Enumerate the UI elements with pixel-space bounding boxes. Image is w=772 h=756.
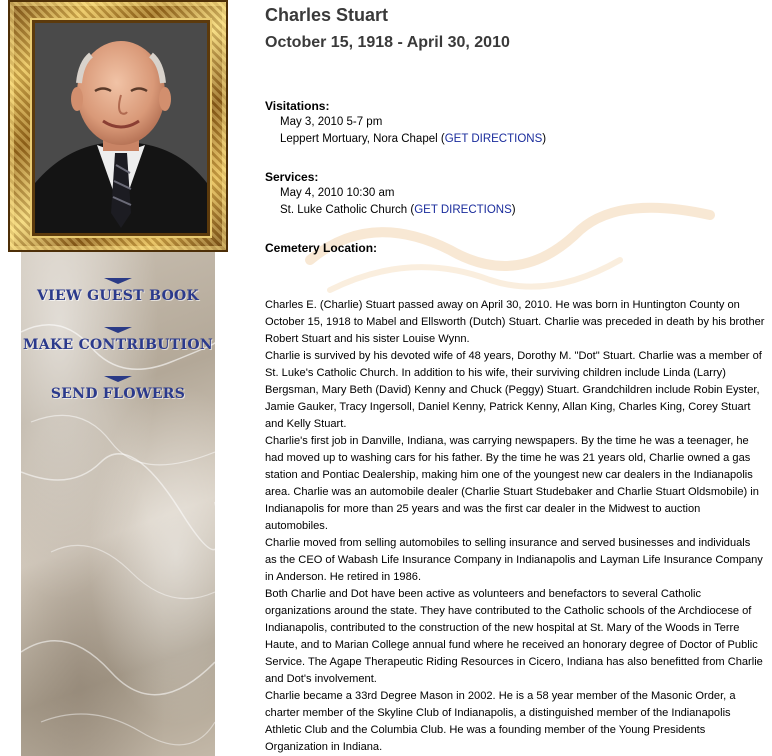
portrait-photo-area — [32, 20, 210, 236]
services-datetime: May 4, 2010 10:30 am — [280, 187, 395, 199]
life-dates: October 15, 1918 - April 30, 2010 — [265, 34, 510, 51]
bio-paragraph: Charlie became a 33rd Degree Mason in 2002. He is a 58 year member of the Masonic Order, a charter member of the Skyline Club of Indianapolis, a distinguished member of the Indianapolis Athletic Club and the Columbia Club. He was a founding member of the Young Presidents Organization in Indiana. — [265, 690, 736, 753]
view-guest-book-link[interactable] — [21, 278, 215, 304]
bio-paragraph: Charlie's first job in Danville, Indiana, was carrying newspapers. By the time he was a teenager, he had moved up to washing cars for his father. By the time he was 21 years old, Charlie owned a gas station and Pontiac Dealership, making him one of the youngest new car dealers in the Indianapolis area. Charlie was an automobile dealer (Charlie Stuart Studebaker and Charlie Stuart Oldsmobile) in Indianapolis for more than 25 years and was the first car dealer in the Midwest to auction automobiles. — [265, 435, 759, 532]
services-location-text: St. Luke Catholic Church ( — [280, 204, 415, 216]
visitations-directions-link[interactable]: GET DIRECTIONS — [444, 133, 543, 145]
services-heading: Services: — [265, 170, 319, 184]
services-location — [280, 204, 516, 216]
obituary-text — [265, 297, 765, 756]
cemetery-heading: Cemetery Location: — [265, 241, 378, 255]
sidebar-marble-panel — [21, 252, 215, 756]
view-guest-book-label: VIEW GUEST BOOK — [36, 288, 200, 304]
person-name: Charles Stuart — [265, 5, 389, 25]
bio-paragraph: Both Charlie and Dot have been active as volunteers and benefactors to several Catholic organizations around the state. They have contributed to the Catholic schools of the Archdiocese of Indianapolis, contributed to the construction of the new hospital at St. Mary of the Woods in Terre Haute, and to Marian College annual fund where he received an honorary degree of Doctor of Public Service. The Agape Therapeutic Riding Resources in Cicero, Indiana has also benefitted from Charlie and Dot's involvement. — [265, 588, 763, 685]
make-contribution-label: MAKE CONTRIBUTION — [23, 337, 213, 353]
make-contribution-link[interactable] — [21, 327, 215, 353]
portrait-photo — [35, 23, 207, 233]
services-paren: ) — [511, 204, 516, 216]
send-flowers-link[interactable] — [21, 376, 215, 402]
bio-paragraph: Charlie moved from selling automobiles to selling insurance and served businesses and individuals as the CEO of Wabash Life Insurance Company in Indianapolis and Layman Life Insurance Company in Anderson. He retired in 1986. — [265, 537, 763, 583]
visitations-location — [280, 133, 546, 145]
chevron-down-icon — [104, 376, 132, 382]
visitations-heading: Visitations: — [265, 99, 330, 113]
chevron-down-icon — [104, 327, 132, 333]
bio-paragraph: Charlie is survived by his devoted wife of 48 years, Dorothy M. "Dot" Stuart. Charlie was a member of St. Luke's Catholic Church. In addition to his wife, their surviving children include Linda (Larry) Bergsman, Mary Beth (David) Kenny and Chuck (Peggy) Stuart. Grandchildren include Robin Eyster, Jamie Gauker, Tracy Ingersoll, Daniel Kenny, Patrick Kenny, Allan King, Charles King, Corey Stuart and Kelly Stuart. — [265, 350, 762, 430]
visitations-location-text: Leppert Mortuary, Nora Chapel ( — [280, 133, 445, 145]
send-flowers-label: SEND FLOWERS — [50, 386, 186, 402]
visitations-datetime: May 3, 2010 5-7 pm — [280, 116, 383, 128]
portrait-frame — [8, 0, 228, 252]
services-directions-link[interactable]: GET DIRECTIONS — [414, 204, 512, 216]
visitations-paren: ) — [542, 133, 547, 145]
bio-paragraph: Charles E. (Charlie) Stuart passed away on April 30, 2010. He was born in Huntington County on October 15, 1918 to Mabel and Ellsworth (Dutch) Stuart. Charlie was preceded in death by his brother Robert Stuart and his sister Louise Wynn. — [265, 299, 765, 345]
chevron-down-icon — [104, 278, 132, 284]
